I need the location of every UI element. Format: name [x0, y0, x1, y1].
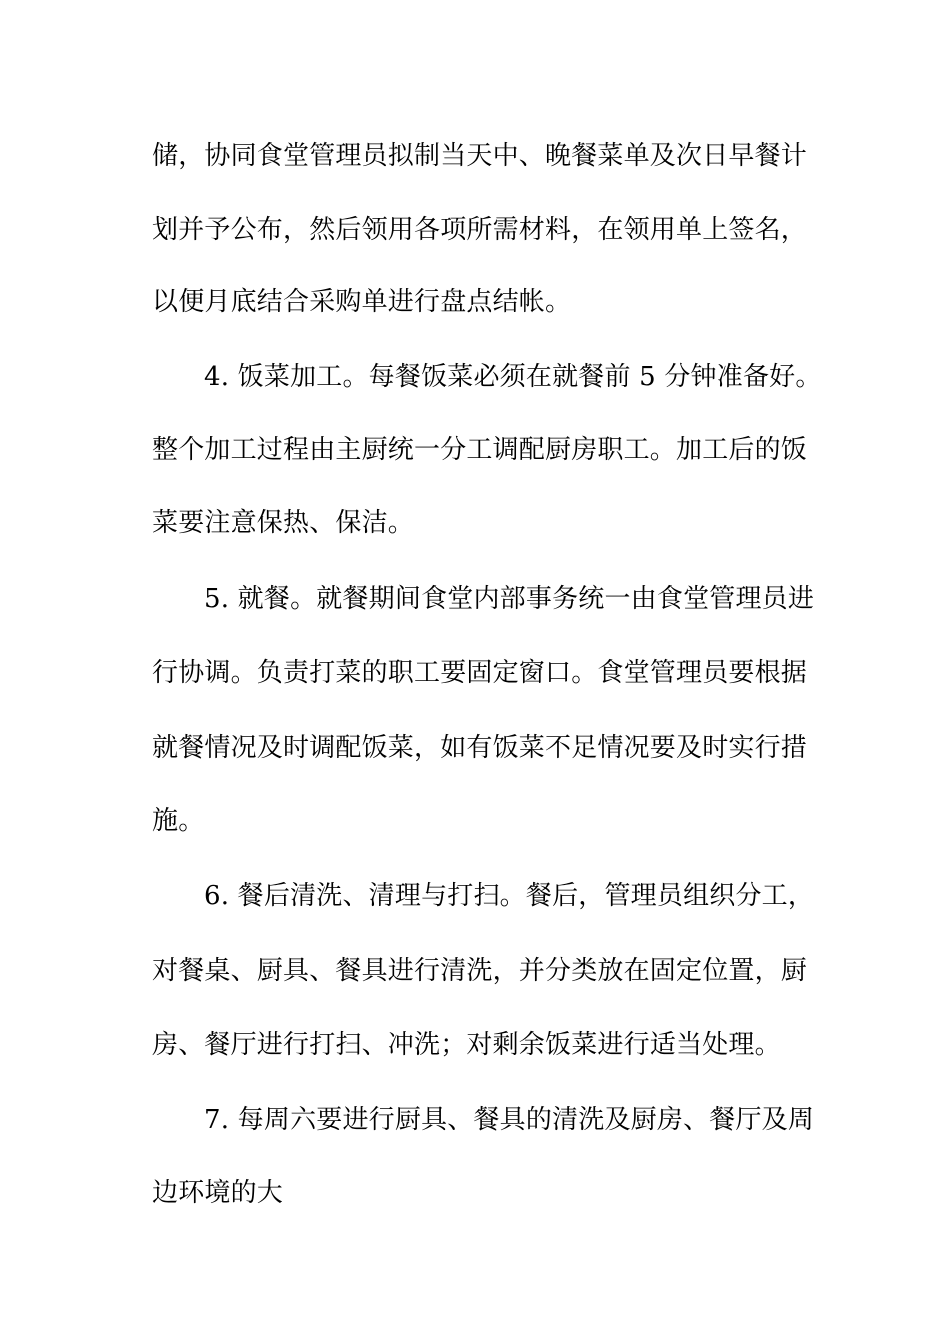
paragraph-6-start: 6. 餐后清洗、清理与打扫。餐后，管理员组织分工， [204, 881, 815, 911]
paragraph-4-start: 4. 饭菜加工。每餐饭菜必须在就餐前 5 分钟准备好。 [204, 362, 822, 392]
text-line: 以便月底结合采购单进行盘点结帐。 [152, 287, 572, 317]
paragraph-5-start: 5. 就餐。就餐期间食堂内部事务统一由食堂管理员进 [204, 584, 815, 614]
text-line: 边环境的大 [152, 1178, 284, 1208]
text-line: 就餐情况及时调配饭菜，如有饭菜不足情况要及时实行措 [152, 733, 808, 763]
text-line: 施。 [152, 806, 205, 836]
text-line: 行协调。负责打菜的职工要固定窗口。食堂管理员要根据 [152, 658, 808, 688]
text-line: 储，协同食堂管理员拟制当天中、晚餐菜单及次日早餐计 [152, 141, 808, 171]
text-line: 菜要注意保热、保洁。 [152, 508, 415, 538]
text-line: 划并予公布，然后领用各项所需材料，在领用单上签名， [152, 215, 808, 245]
text-line: 房、餐厅进行打扫、冲洗；对剩余饭菜进行适当处理。 [152, 1030, 781, 1060]
text-line: 对餐桌、厨具、餐具进行清洗，并分类放在固定位置，厨 [152, 956, 808, 986]
paragraph-7-start: 7. 每周六要进行厨具、餐具的清洗及厨房、餐厅及周 [204, 1105, 815, 1135]
text-line: 整个加工过程由主厨统一分工调配厨房职工。加工后的饭 [152, 435, 808, 465]
